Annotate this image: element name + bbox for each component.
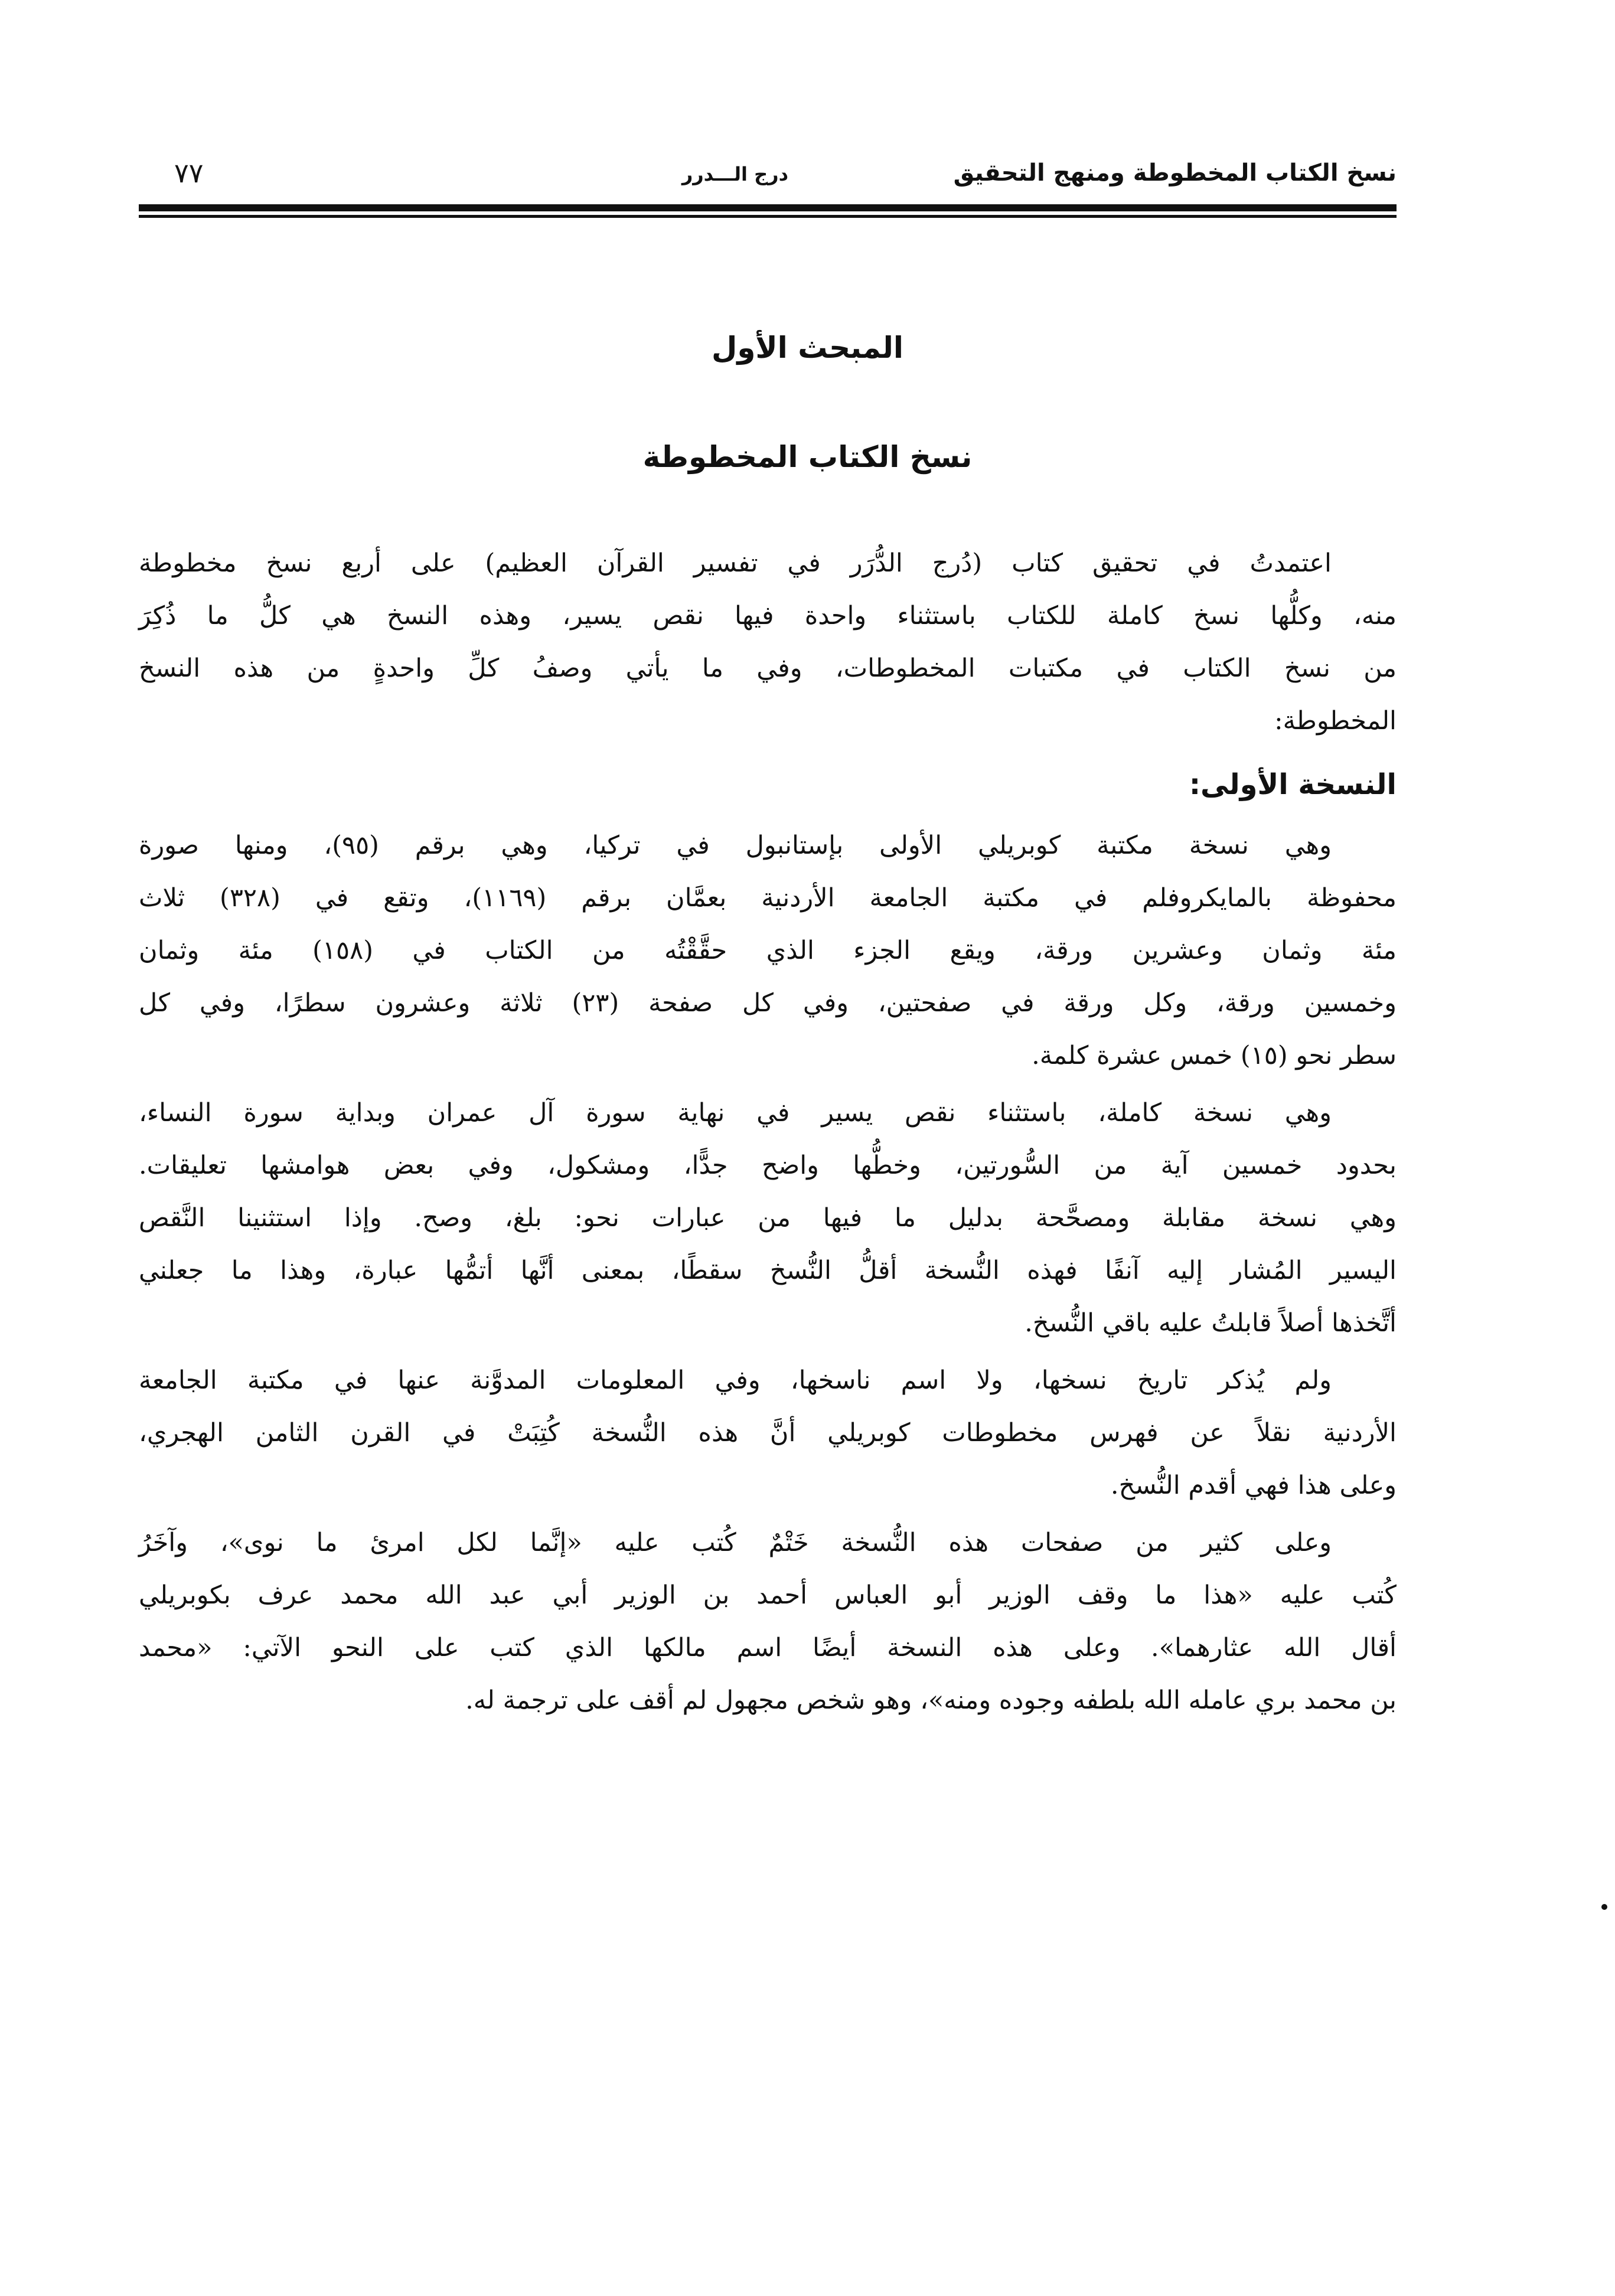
text-line: وهي نسخة كاملة، باستثناء نقص يسير في نهاية سورة آل عمران وبداية سورة النساء، [139,1098,1332,1128]
subheading: النسخة الأولى: [1189,768,1397,801]
text-line: محفوظة بالمايكروفلم في مكتبة الجامعة الأردنية بعمَّان برقم (١١٦٩)، وتقع في (٣٢٨) ثلاث [139,883,1397,913]
header-book-section: نسخ الكتاب المخطوطة ومنهج التحقيق [953,159,1397,187]
header-running-title: درج الـــدرر [681,163,788,185]
text-line: سطر نحو (١٥) خمس عشرة كلمة. [1032,1041,1397,1070]
paragraph [139,1517,1397,1727]
intro-paragraph [139,537,1397,747]
text-line: منه، وكلُّها نسخ كاملة للكتاب باستثناء واحدة فيها نقص يسير، وهذه النسخ هي كلُّ ما ذُكِرَ [139,601,1397,631]
text-line: أقال الله عثارهما». وعلى هذه النسخة أيضًا اسم مالكها الذي كتب على النحو الآتي: «محمد [139,1633,1397,1663]
text-line: كُتب عليه «هذا ما وقف الوزير أبو العباس أحمد بن الوزير أبي عبد الله محمد عرف بكوبريلي [139,1580,1397,1610]
text-line: اعتمدتُ في تحقيق كتاب (دُرج الدُّرَر في تفسير القرآن العظيم) على أربع نسخ مخطوطة [139,548,1332,578]
text-line: اليسير المُشار إليه آنفًا فهذه النُّسخة أقلُّ النُّسخ سقطًا، بمعنى أنَّها أتمُّها عبارة، وهذا ما جعلني [139,1256,1397,1285]
text-line: من نسخ الكتاب في مكتبات المخطوطات، وفي ما يأتي وصفُ كلِّ واحدةٍ من هذه النسخ [139,654,1397,683]
text-line: وخمسين ورقة، وكل ورقة في صفحتين، وفي كل صفحة (٢٣) ثلاثة وعشرون سطرًا، وفي كل [139,988,1397,1018]
text-line: ولم يُذكر تاريخ نسخها، ولا اسم ناسخها، وفي المعلومات المدوَّنة عنها في مكتبة الجامعة [139,1366,1332,1395]
page-number: ٧٧ [174,157,204,189]
text-line: المخطوطة: [1274,706,1397,736]
text-line: أتَّخذها أصلاً قابلتُ عليه باقي النُّسخ. [1025,1308,1397,1338]
paragraph [139,1087,1397,1350]
text-line: بن محمد بري عامله الله بلطفه وجوده ومنه»، وهو شخص مجهول لم أقف على ترجمة له. [465,1686,1397,1715]
scan-speck [1601,1904,1607,1910]
text-line: وهي نسخة مكتبة كوبريلي الأولى بإستانبول في تركيا، وهي برقم (٩٥)، ومنها صورة [139,831,1332,860]
paragraph [139,819,1397,1082]
text-line: وعلى كثير من صفحات هذه النُّسخة خَتْمٌ كُتب عليه «إنَّما لكل امرئ ما نوى»، وآخَرُ [139,1528,1332,1557]
text-line: الأردنية نقلاً عن فهرس مخطوطات كوبريلي أنَّ هذه النُّسخة كُتِبَتْ في القرن الثامن الهجري، [139,1418,1397,1448]
text-line: بحدود خمسين آية من السُّورتين، وخطُّها واضح جدًّا، ومشكول، وفي بعض هوامشها تعليقات. [139,1151,1397,1180]
body-text [139,537,1397,1732]
header-rule-thin [139,215,1397,218]
header-rule-thick [139,204,1397,211]
text-line: وعلى هذا فهي أقدم النُّسخ. [1110,1471,1397,1500]
paragraph [139,1354,1397,1512]
running-header [139,159,1397,201]
section-title: نسخ الكتاب المخطوطة [642,440,973,474]
text-line: وهي نسخة مقابلة ومصحَّحة بدليل ما فيها من عبارات نحو: بلغ، وصح. وإذا استثنينا النَّقص [139,1203,1397,1233]
text-line: مئة وثمان وعشرين ورقة، ويقع الجزء الذي حقَّقْتُه من الكتاب في (١٥٨) مئة وثمان [139,936,1397,965]
chapter-title: المبحث الأول [711,331,904,365]
